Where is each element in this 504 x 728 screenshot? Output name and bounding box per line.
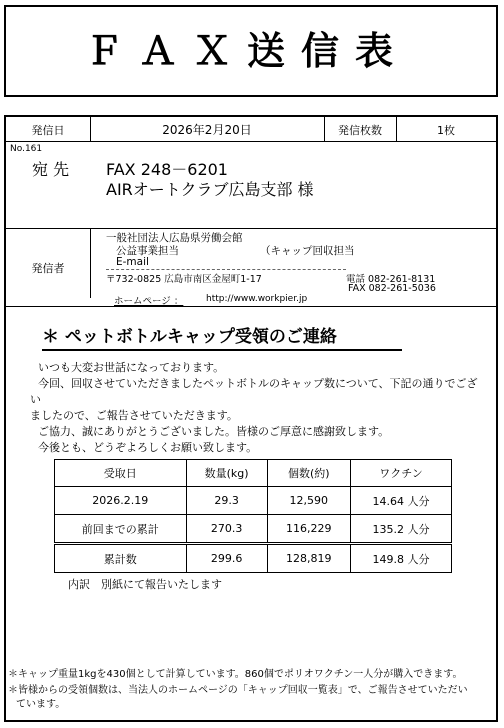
footnote: ＊キャップ重量1kgを430個として計算しています。860個でポリオワクチン一人分が購入できます。 — [8, 669, 463, 680]
divider — [6, 141, 496, 142]
sender-label: 発信者 — [31, 262, 65, 275]
table-cell: 270.3 — [186, 515, 267, 544]
divider — [6, 306, 496, 307]
notice-paragraph: 今回、回収させていただきましたペットボトルのキャップ数について、下記の通りでござい — [30, 377, 478, 406]
table-cell: 29.3 — [186, 487, 267, 515]
breakdown-note: 内訳 別紙にて報告いたします — [68, 578, 222, 591]
recipient-name: AIRオートクラブ広島支部 様 — [106, 180, 314, 199]
notice-paragraph: いつも大変お世話になっております。 — [38, 361, 225, 374]
table-header: ワクチン — [350, 460, 451, 487]
divider — [106, 269, 346, 270]
sender-org: 一般社団法人広島県労働会館 — [106, 232, 243, 244]
sender-phone: 電話 082-261-8131 — [346, 274, 436, 285]
table-cell: 12,590 — [267, 487, 350, 515]
pages-label: 発信枚数 — [338, 124, 382, 137]
table-total-row — [55, 544, 452, 573]
table-header-row — [55, 460, 452, 487]
notice-paragraph: ましたので、ご報告させていただきます。 — [30, 409, 238, 422]
notice-body — [30, 360, 480, 456]
sender-address: 〒732-0825 広島市南区金屋町1-17 — [106, 274, 262, 285]
homepage-label: ホームページ ： — [114, 296, 184, 307]
table-cell: 149.8 人分 — [350, 544, 451, 573]
divider — [90, 228, 91, 298]
sender-dept-note: （キャップ回収担当 — [260, 245, 355, 257]
date-value: 2026年2月20日 — [162, 123, 252, 137]
table-cell: 2026.2.19 — [55, 487, 187, 515]
table-cell: 135.2 人分 — [350, 515, 451, 544]
footnote: ＊皆様からの受領個数は、当法人のホームページの「キャップ回収一覧表」で、ご報告させていただい — [8, 685, 468, 696]
table-header: 個数(約) — [267, 460, 350, 487]
table-cell: 前回までの累計 — [55, 515, 187, 544]
summary-table — [54, 459, 452, 573]
sender-dept: 公益事業担当 — [116, 245, 179, 257]
table-cell: 128,819 — [267, 544, 350, 573]
table-cell: 14.64 人分 — [350, 487, 451, 515]
divider — [6, 228, 496, 229]
recipient-label: 宛 先 — [32, 160, 70, 179]
recipient-fax: FAX 248－6201 — [106, 160, 228, 179]
notice-paragraph: 今後とも、どうぞよろしくお願い致します。 — [38, 441, 258, 454]
table-cell: 116,229 — [267, 515, 350, 544]
footnote: ています。 — [16, 699, 66, 710]
table-header: 数量(kg) — [186, 460, 267, 487]
notice-title: ＊ ペットボトルキャップ受領のご連絡 — [42, 322, 402, 351]
table-cell: 累計数 — [55, 544, 187, 573]
sender-email-label: E-mail — [116, 256, 149, 268]
table-cell: 299.6 — [186, 544, 267, 573]
pages-value: 1枚 — [437, 124, 455, 137]
table-row — [55, 487, 452, 515]
table-row — [55, 515, 452, 544]
sender-fax: FAX 082-261-5036 — [348, 283, 436, 294]
doc-number: No.161 — [10, 144, 43, 154]
fax-title: ＦＡＸ送信表 — [84, 29, 409, 73]
table-header: 受取日 — [55, 460, 187, 487]
notice-paragraph: ご協力、誠にありがとうございました。皆様のご厚意に感謝致します。 — [38, 425, 390, 438]
date-label: 発信日 — [31, 124, 65, 137]
homepage-link[interactable]: http://www.workpier.jp — [206, 294, 308, 304]
